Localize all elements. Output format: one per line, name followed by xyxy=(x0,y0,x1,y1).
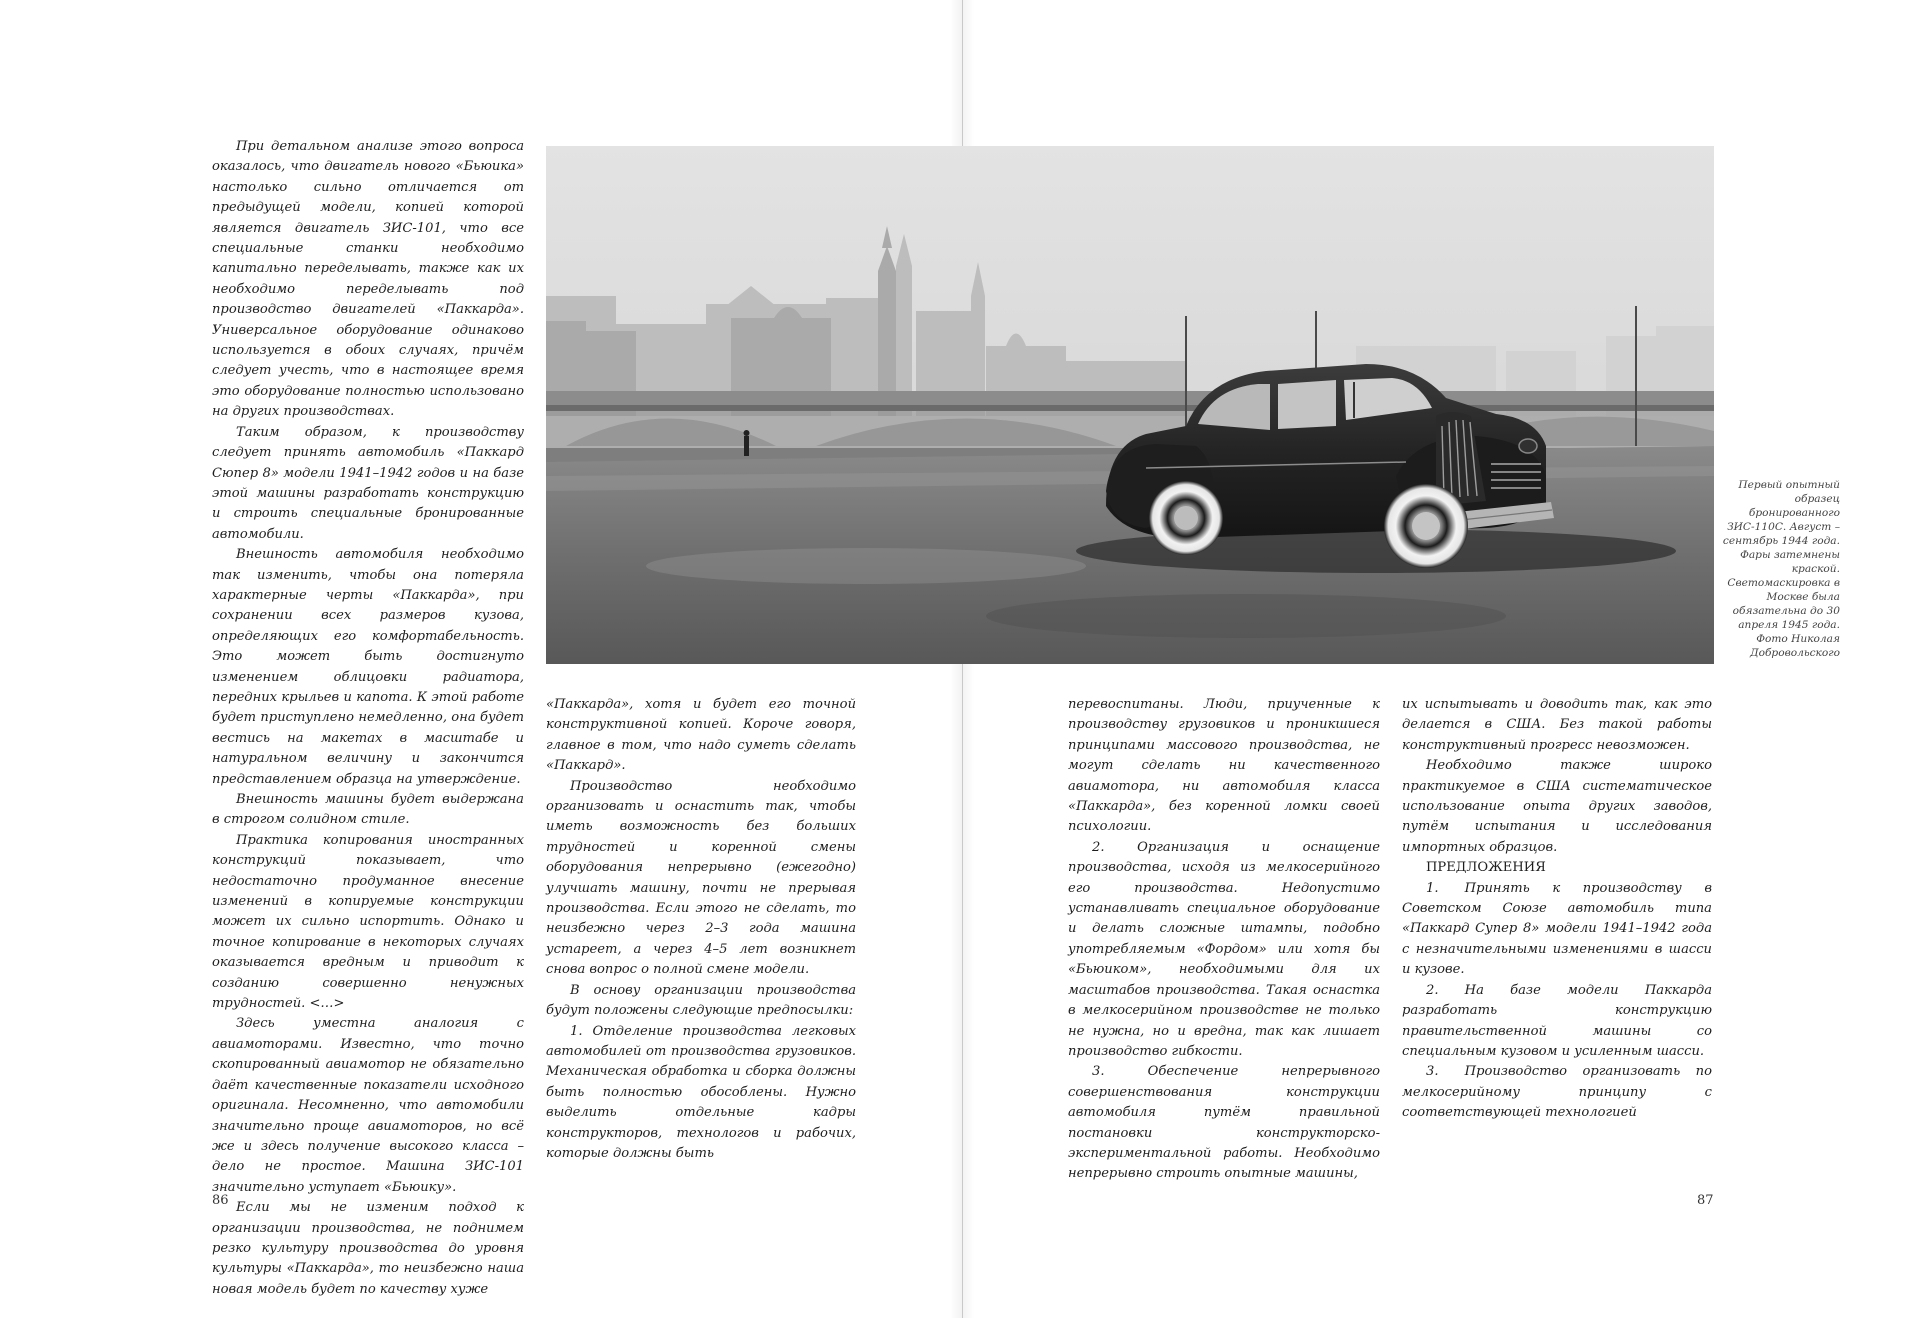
text-column-2 xyxy=(546,695,856,1164)
page-number-right: 87 xyxy=(1697,1193,1714,1208)
paragraph: Таким образом, к производству следует принять автомобиль «Паккард Сюпер 8» модели 1941–1942 годов и на базе этой машины разработать конструкцию и строить специальные бронированные автомобили. xyxy=(212,424,524,542)
proposal-item: 2. На базе модели Паккарда разработать конструкцию правительственной машины со специальным кузовом и усиленным шасси. xyxy=(1402,982,1712,1059)
page-number-left: 86 xyxy=(212,1193,229,1208)
text-column-4 xyxy=(1402,695,1712,1124)
paragraph: Производство необходимо организовать и оснастить так, чтобы иметь возможность без больших трудностей и коренной смены оборудования непрерывно (ежегодно) улучшать машину, почти не прерывая производства. Если этого не сделать, то неизбежно через 2–3 года машина устареет, а через 4–5 лет возникнет снова вопрос о полной смене модели. xyxy=(546,778,856,978)
proposal-item: 1. Принять к производству в Советском Союзе автомобиль типа «Паккард Супер 8» модели 1941–1942 года с незначительными изменениями в шасси и кузове. xyxy=(1402,880,1712,978)
paragraph: Внешность машины будет выдержана в строгом солидном стиле. xyxy=(212,792,524,828)
paragraph: В основу организации производства будут положены следующие предпосылки: xyxy=(546,982,856,1019)
paragraph: Если мы не изменим подход к организации производства, не поднимем резко культуру производства до уровня культуры «Паккарда», то неизбежно наша новая модель будет по качеству хуже xyxy=(212,1200,524,1297)
paragraph: Практика копирования иностранных конструкций показывает, что недостаточно продуманное внесение изменений в копируемые конструкции может их сильно испортить. Однако и точное копирование в некоторых случаях оказывается вредным и приводит к созданию совершенно ненужных трудностей. <…> xyxy=(212,832,524,1012)
kremlin-car-photo xyxy=(546,146,1714,664)
text-column-3 xyxy=(1068,695,1380,1185)
paragraph: перевоспитаны. Люди, приученные к производству грузовиков и проникшиеся принципами массового производства, не могут сделать ни качественного авиамотора, ни автомобиля класса «Паккарда», без коренной ломки своей психологии. xyxy=(1068,697,1380,835)
photo-caption: Первый опытный образец бронированного ЗИС-110С. Август – сентябрь 1944 года. Фары затемнены краской. Светомаскировка в Москве была обязательна до 30 апреля 1945 года. Фото Николая Добровольского xyxy=(1722,479,1840,659)
section-heading: ПРЕДЛОЖЕНИЯ xyxy=(1426,860,1546,876)
paragraph: При детальном анализе этого вопроса оказалось, что двигатель нового «Бьюика» настолько сильно отличается от предыдущей модели, копией которой является двигатель ЗИС-101, что все специальные станки необходимо капитально переделывать, также как их необходимо переделывать под производство двигателей «Паккарда». Универсальное оборудование одинаково используется в обоих случаях, причём следует учесть, что в настоящее время это оборудование полностью использовано на других производствах. xyxy=(212,139,524,420)
paragraph: 3. Обеспечение непрерывного совершенствования конструкции автомобиля путём правильной постановки конструкторско-экспериментальной работы. Необходимо непрерывно строить опытные машины, xyxy=(1068,1064,1380,1182)
paragraph: 2. Организация и оснащение производства, исходя из мелкосерийного его производства. Недопустимо устанавливать специальное оборудование и делать сложные штампы, подобно употребляемым «Фордом» или хотя бы «Бьюиком», необходимыми для их масштабов производства. Такая оснастка в мелкосерийном производстве не только не нужна, но и вредна, так как лишает производство гибкости. xyxy=(1068,839,1380,1059)
text-column-1 xyxy=(212,137,524,1300)
proposal-item: 3. Производство организовать по мелкосерийному принципу с соответствующей технологией xyxy=(1402,1064,1712,1121)
paragraph: 1. Отделение производства легковых автомобилей от производства грузовиков. Механическая обработка и сборка должны быть полностью обособлены. Нужно выделить отдельные кадры конструкторов, технологов и рабочих, которые должны быть xyxy=(546,1023,856,1161)
paragraph: Внешность автомобиля необходимо так изменить, чтобы она потеряла характерные черты «Паккарда», при сохранении всех размеров кузова, определяющих его комфортабельность. Это может быть достигнуто изменением облицовки радиатора, передних крыльев и капота. К этой работе будет приступлено немедленно, она будет вестись на макетах в масштабе и натуральном величину и закончится представлением образца на утверждение. xyxy=(212,547,524,787)
paragraph: их испытывать и доводить так, как это делается в США. Без такой работы конструктивный прогресс невозможен. xyxy=(1402,697,1712,753)
paragraph: «Паккарда», хотя и будет его точной конструктивной копией. Короче говоря, главное в том, что надо суметь сделать «Паккард». xyxy=(546,697,856,774)
paragraph: Здесь уместна аналогия с авиамоторами. Известно, что точно скопированный авиамотор не обязательно даёт качественные показатели исходного оригинала. Несомненно, что автомобили значительно проще авиамоторов, но всё же и здесь получение высокого класса – дело не простое. Машина ЗИС-101 значительно уступает «Бьюику». xyxy=(212,1016,524,1195)
paragraph: Необходимо также широко практикуемое в США систематическое использование опыта других заводов, путём испытания и исследования импортных образцов. xyxy=(1402,758,1712,855)
